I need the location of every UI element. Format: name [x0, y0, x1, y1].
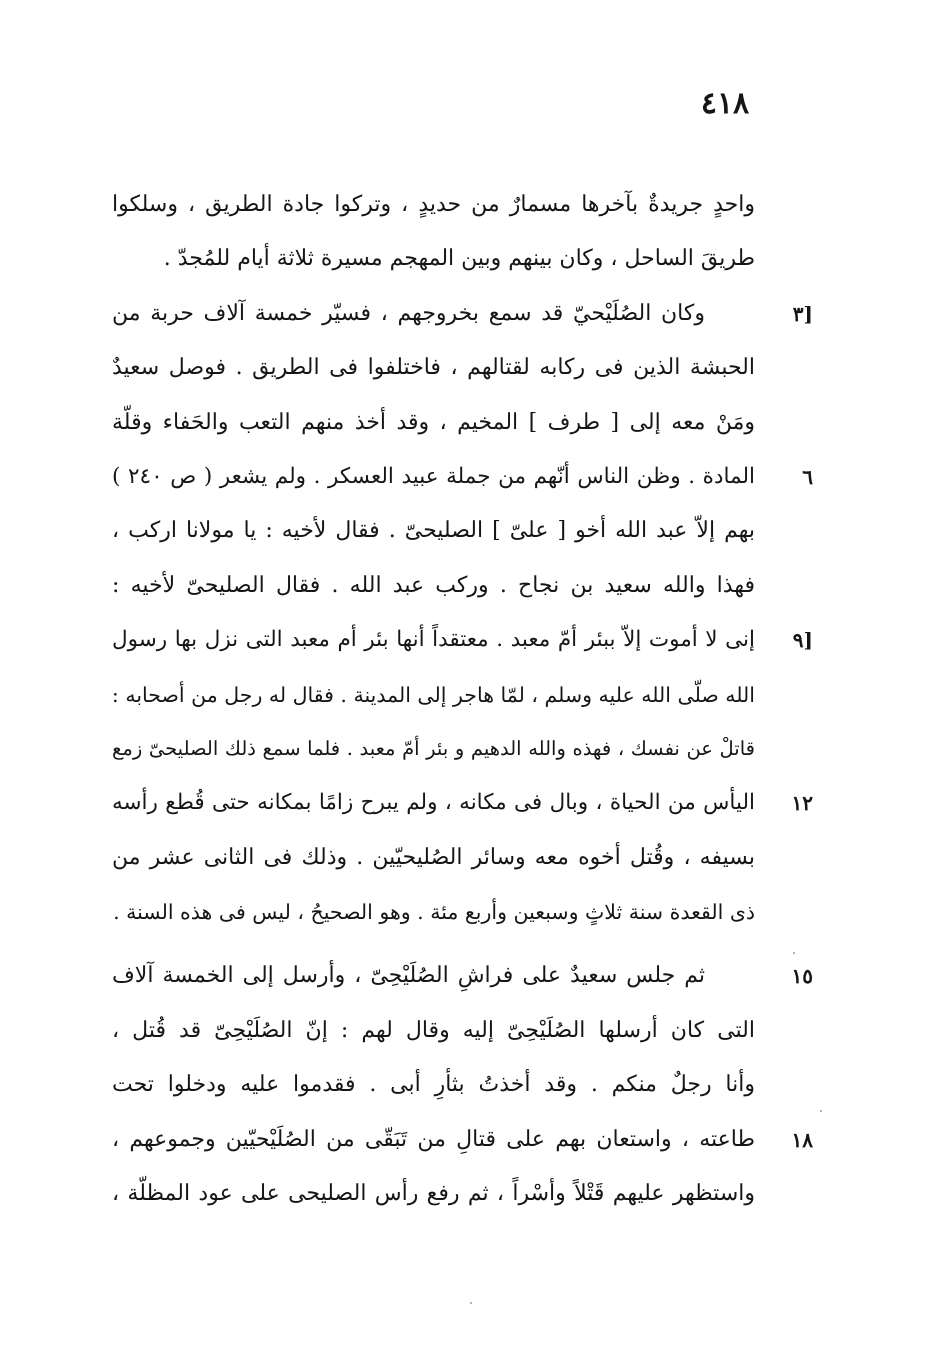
- text-line: [112, 178, 755, 232]
- line-text: واستظهر عليهم قَتْلاً وأسْراً ، ثم رفع رأس الصليحى على عود المظلّة ،: [112, 1181, 755, 1207]
- text-line: [112, 287, 813, 341]
- line-text: طاعته ، واستعان بهم على قتالِ من تَبَقّى من الصُلَيْحيّين وجموعهم ،: [112, 1126, 755, 1152]
- text-line: [112, 1004, 755, 1058]
- line-text: بسيفه ، وقُتل أخوه معه وسائر الصُليحيّين . وذلك فى الثانى عشر من: [112, 844, 755, 870]
- line-text: فهذا والله سعيد بن نجاح . وركب عبد الله . فقال الصليحىّ لأخيه :: [112, 572, 755, 598]
- text-line: [112, 396, 755, 450]
- text-line: [112, 668, 755, 722]
- line-text: ثم جلس سعيدٌ على فراشِ الصُلَيْحِىّ ، وأرسل إلى الخمسة آلاف: [112, 963, 705, 989]
- line-text: المادة . وظن الناس أنّهم من جملة عبيد العسكر . ولم يشعر ( ص ٢٤٠ ): [112, 463, 755, 489]
- line-text: الله صلّى الله عليه وسلم ، لمّا هاجر إلى المدينة . فقال له رجل من أصحابه :: [112, 682, 755, 707]
- line-number: ١٨: [791, 1127, 813, 1152]
- line-number: ٦: [802, 464, 813, 489]
- line-text: واحدٍ جريدةٌ بآخرها مسمارٌ من حديدٍ ، وتركوا جادة الطريق ، وسلكوا: [112, 192, 755, 217]
- text-line: [112, 1058, 755, 1112]
- text-line: [112, 885, 755, 939]
- line-number: ١٥: [791, 964, 813, 989]
- page-number: ٤١٨: [700, 86, 750, 121]
- text-line: [112, 613, 813, 667]
- text-line: [112, 949, 813, 1003]
- text-line: [112, 559, 755, 613]
- line-text: التى كان أرسلها الصُلَيْحِىّ إليه وقال لهم : إنّ الصُلَيْحِىّ قد قُتل ،: [112, 1017, 755, 1043]
- text-line: [112, 1167, 755, 1221]
- scan-speck: [793, 952, 795, 954]
- line-text: بهم إلاّ عبد الله أخو [ علىّ ] الصليحىّ . فقال لأخيه : يا مولانا اركب ،: [112, 518, 755, 544]
- text-line: [112, 776, 813, 830]
- text-line: [112, 504, 755, 558]
- text-line: [112, 722, 755, 776]
- text-line: [112, 341, 755, 395]
- line-text: قاتلْ عن نفسك ، فهذه والله الدهيم و بئر أمّ معبد . فلما سمع ذلك الصليحىّ زمع: [112, 736, 755, 760]
- line-text: طريقَ الساحل ، وكان بينهم وبين المهجم مسيرة ثلاثة أيام للمُجدّ .: [163, 246, 755, 272]
- text-line: [112, 450, 813, 504]
- line-text: ومَنْ معه إلى [ طرف ] المخيم ، وقد أخذ منهم التعب والحَفاء وقلّة: [112, 409, 755, 435]
- line-text: وأنا رجلٌ منكم . وقد أخذتُ بثأرِ أبى . فقدموا عليه ودخلوا تحت: [112, 1072, 755, 1098]
- scan-speck: [820, 1110, 822, 1112]
- scan-speck: [470, 1302, 472, 1304]
- text-line: [112, 232, 755, 286]
- line-text: إنى لا أموت إلاّ ببئر أمّ معبد . معتقداً أنها بئر أم معبد التى نزل بها رسول: [112, 627, 755, 653]
- line-text: وكان الصُلَيْحيّ قد سمع بخروجهم ، فسيّر خمسة آلاف حربة من: [112, 300, 705, 326]
- line-text: ذى القعدة سنة ثلاثٍ وسبعين وأربع مئة . وهو الصحيحُ ، ليس فى هذه السنة .: [113, 900, 755, 925]
- line-number: ١٢: [791, 791, 813, 816]
- line-text: الحبشة الذين فى ركابه لقتالهم ، فاختلفوا فى الطريق . فوصل سعيدٌ: [112, 355, 755, 381]
- line-number: [٩: [792, 628, 813, 653]
- text-line: [112, 1113, 813, 1167]
- text-line: [112, 831, 755, 885]
- line-text: اليأس من الحياة ، وبال فى مكانه ، ولم يبرح زامًا بمكانه حتى قُطع رأسه: [112, 790, 755, 816]
- body-text: [112, 178, 813, 1221]
- line-number: [٣: [792, 301, 813, 326]
